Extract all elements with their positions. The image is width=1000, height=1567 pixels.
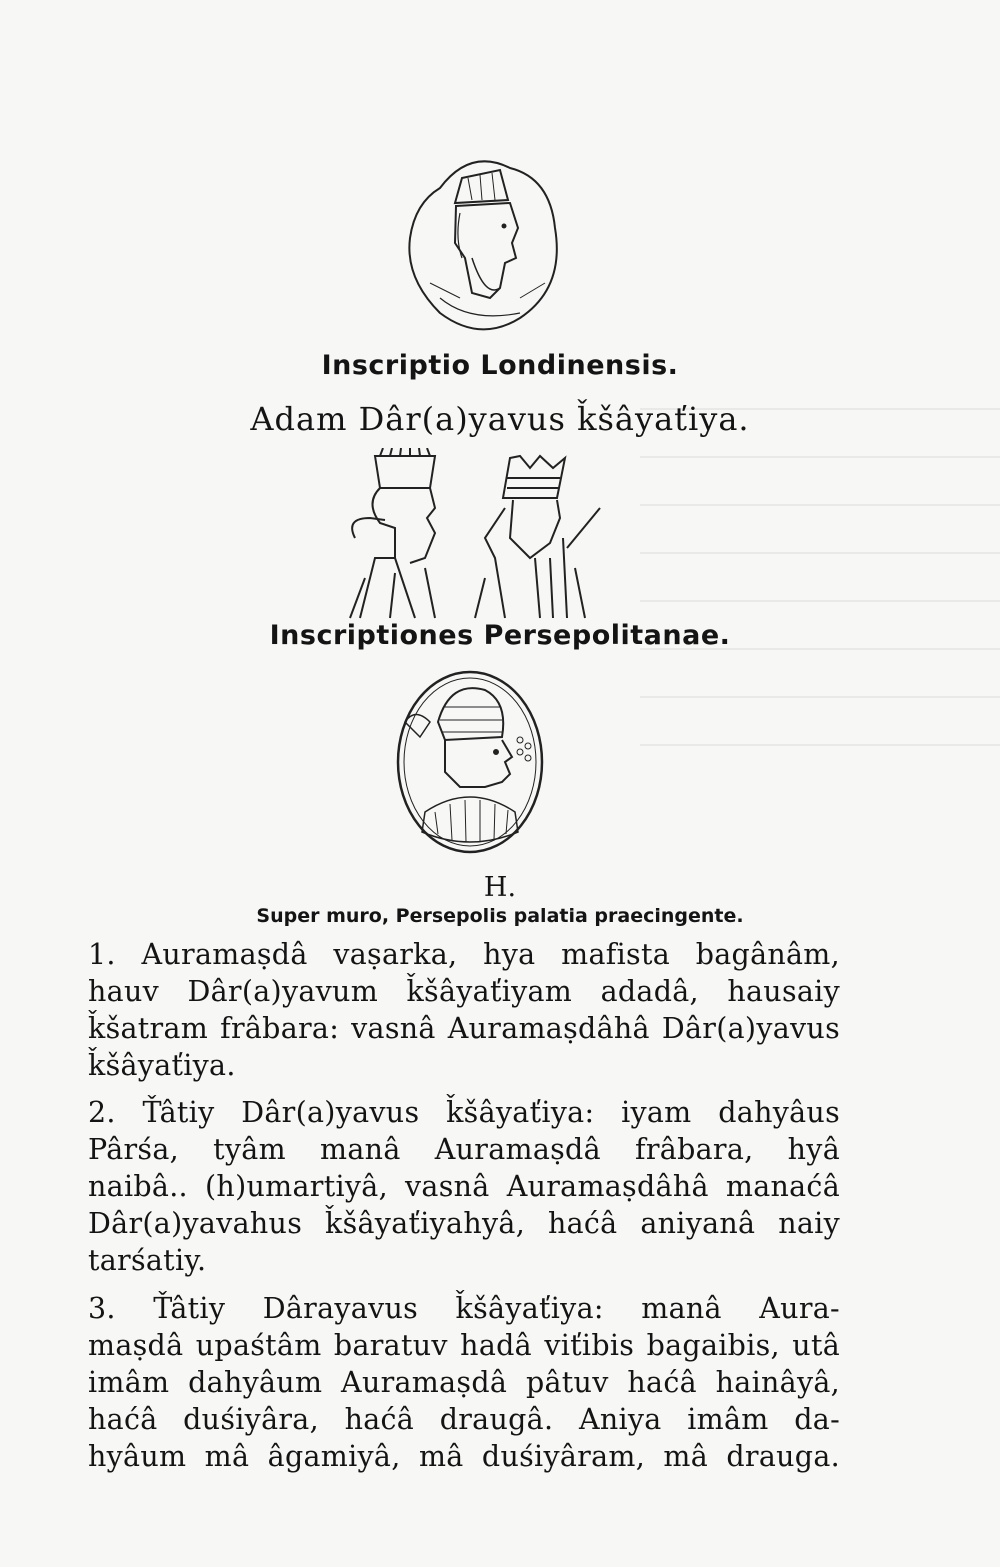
- persepolis-relief-figures: [335, 448, 615, 620]
- seal-legend: Adam Dâr(a)yavus ǩšâyaťiya.: [250, 400, 750, 438]
- text-line: ǩšâyaťiya.: [88, 1049, 236, 1082]
- text-line: 2. Ťâtiy Dâr(a)yavus ǩšâyaťiya: iyam dahyâus: [88, 1096, 840, 1129]
- text-line: Dâr(a)yavahus ǩšâyaťiyahyâ, haćâ aniyanâ naiy: [88, 1207, 840, 1240]
- text-line: hauv Dâr(a)yavum ǩšâyaťiyam adadâ, hausaiy: [88, 975, 840, 1008]
- caption-inscriptio-londinensis: Inscriptio Londinensis.: [321, 350, 679, 381]
- text-line: 3. Ťâtiy Dârayavus ǩšâyaťiya: manâ Aura-: [88, 1292, 840, 1325]
- persepolis-seal-illustration: [390, 662, 550, 862]
- section-title: Super muro, Persepolis palatia praecingente.: [256, 905, 744, 927]
- text-line: haćâ duśiyâra, haćâ draugâ. Aniya imâm da-: [88, 1403, 840, 1436]
- text-line: Pârśa, tyâm manâ Auramaṣdâ frâbara, hyâ: [88, 1133, 840, 1166]
- text-line: ǩšatram frâbara: vasnâ Auramaṣdâhâ Dâr(a)yavus: [88, 1012, 840, 1045]
- paragraph-1: [88, 936, 840, 1084]
- bleed-through-text: [640, 380, 1000, 820]
- caption-inscriptiones-persepolitanae: Inscriptiones Persepolitanae.: [269, 620, 731, 651]
- paragraph-3: [88, 1290, 840, 1475]
- text-line: imâm dahyâum Auramaṣdâ pâtuv haćâ hainâyâ,: [88, 1366, 840, 1399]
- text-line: tarśatiy.: [88, 1244, 207, 1277]
- section-mark: H.: [483, 872, 517, 903]
- text-line: hyâum mâ âgamiyâ, mâ duśiyâram, mâ drauga.: [88, 1440, 840, 1473]
- text-line: naibâ.. (h)umartiyâ, vasnâ Auramaṣdâhâ manaćâ: [88, 1170, 840, 1203]
- london-seal-illustration: [400, 148, 570, 338]
- text-line: 1. Auramaṣdâ vaṣarka, hya mafista bagânâm,: [88, 938, 840, 971]
- text-line: maṣdâ upaśtâm baratuv hadâ viťibis bagaibis, utâ: [88, 1329, 840, 1362]
- paragraph-2: [88, 1094, 840, 1279]
